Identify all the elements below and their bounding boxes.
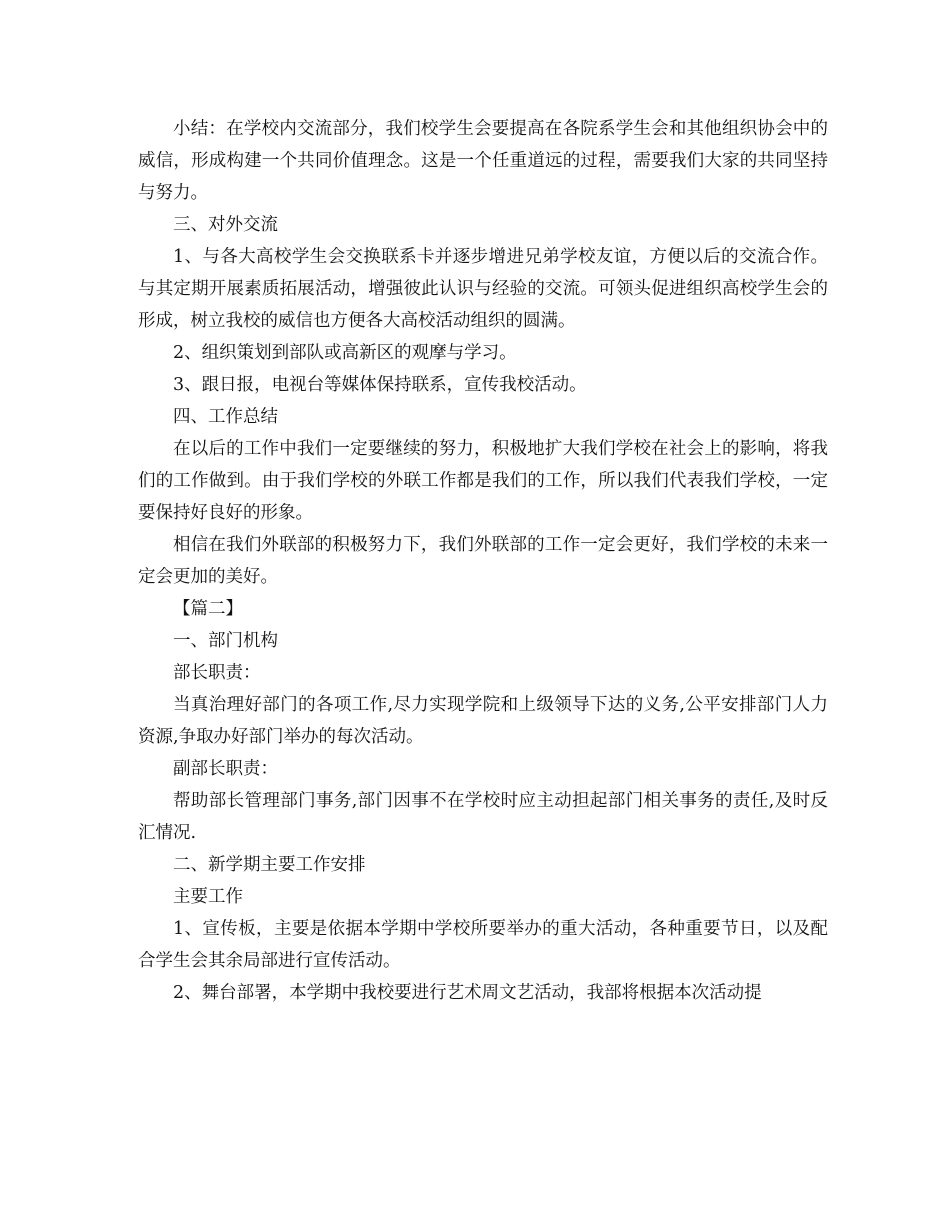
paragraph-item-3: 3、跟日报，电视台等媒体保持联系，宣传我校活动。 [173,375,587,395]
paragraph-stage-setup: 2、舞台部署，本学期中我校要进行艺术周文艺活动，我部将根据本次活动提 [173,983,762,1003]
paragraph-vice-minister-duties: 帮助部长管理部门事务,部门因事不在学校时应主动担起部门相关事务的责任,及时反汇情况. [138,791,828,843]
paragraph-item-2: 2、组织策划到部队或高新区的观摩与学习。 [173,343,517,363]
subheading-main-work: 主要工作 [173,887,243,907]
paragraph-item-1: 1、与各大高校学生会交换联系卡并逐步增进兄弟学校友谊，方便以后的交流合作。与其定期开展素质拓展活动，增强彼此认识与经验的交流。可领头促进组织高校学生会的形成，树立我校的威信也方便各大高校活动组织的圆满。 [138,247,828,331]
paragraph-summary: 小结：在学校内交流部分，我们校学生会要提高在各院系学生会和其他组织协会中的威信，形成构建一个共同价值理念。这是一个任重道远的过程，需要我们大家的共同坚持与努力。 [138,119,828,203]
section-heading-department: 一、部门机构 [173,631,278,651]
paragraph-work-summary: 在以后的工作中我们一定要继续的努力，积极地扩大我们学校在社会上的影响，将我们的工作做到。由于我们学校的外联工作都是我们的工作，所以我们代表我们学校，一定要保持好良好的形象。 [138,439,828,523]
section-heading-external-exchange: 三、对外交流 [173,215,278,235]
section-heading-new-semester: 二、新学期主要工作安排 [173,855,366,875]
subheading-minister-duties: 部长职责： [173,663,261,683]
part-heading-two: 【篇二】 [173,599,243,619]
paragraph-minister-duties: 当真治理好部门的各项工作,尽力实现学院和上级领导下达的义务,公平安排部门人力资源,争取办好部门举办的每次活动。 [138,695,828,747]
subheading-vice-minister-duties: 副部长职责： [173,759,278,779]
paragraph-publicity-board: 1、宣传板，主要是依据本学期中学校所要举办的重大活动，各种重要节日，以及配合学生会其余局部进行宣传活动。 [138,919,828,971]
section-heading-work-summary: 四、工作总结 [173,407,278,427]
document-body [138,113,828,1009]
paragraph-outlook: 相信在我们外联部的积极努力下，我们外联部的工作一定会更好，我们学校的未来一定会更加的美好。 [138,535,828,587]
